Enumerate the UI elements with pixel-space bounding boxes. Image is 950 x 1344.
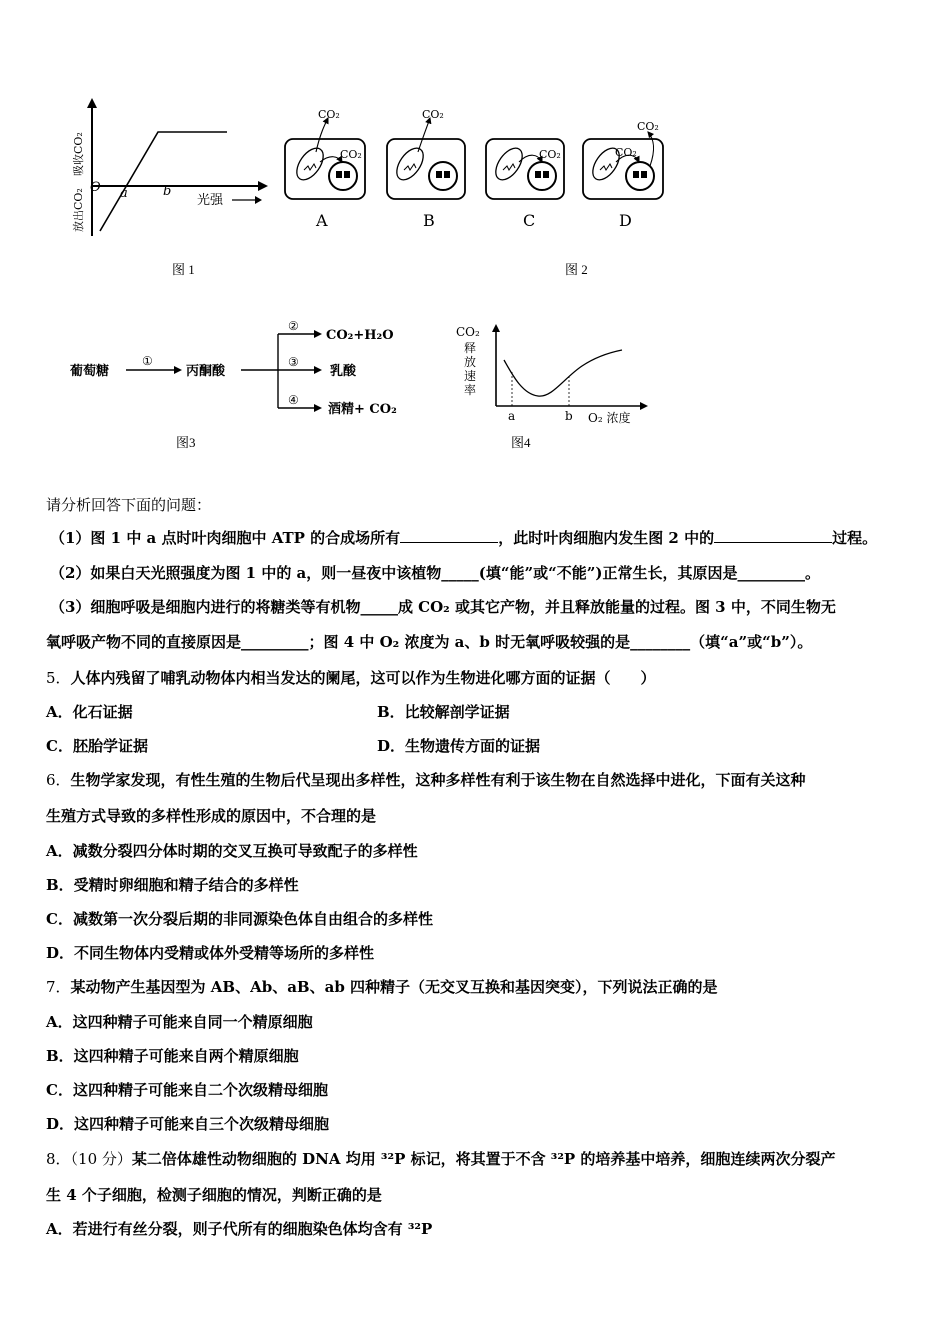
figure-3-pathway (66, 318, 426, 424)
q4-blank-1 (400, 528, 498, 543)
q4-part3a: （3）细胞呼吸是细胞内进行的将糖类等有机物_____成 CO₂ 或其它产物，并且释放能量的过程。图 3 中，不同生物无 (50, 598, 836, 616)
step-1-label: ① (142, 354, 153, 368)
fig1-x-label: 光强 (197, 193, 224, 208)
fig2-caption: 图 2 (565, 262, 588, 277)
step-3-label: ③ (288, 355, 299, 369)
cell-d-label: D (619, 211, 632, 230)
q4-part3b: 氧呼吸产物不同的直接原因是_________；图 4 中 O₂ 浓度为 a、b 时无氧呼吸较强的是________（填“a”或“b”）。 (46, 633, 813, 651)
q8-stem-2: 生 4 个子细胞，检测子细胞的情况，判断正确的是 (46, 1186, 382, 1204)
q6-option-c[interactable]: C．减数第一次分裂后期的非同源染色体自由组合的多样性 (46, 910, 433, 928)
q8-score: （10 分） (70, 1150, 132, 1168)
cell-a (285, 108, 365, 230)
fig4-x-label: O₂ 浓度 (588, 411, 631, 425)
q7-stem-text: 某动物产生基因型为 AB、Ab、aB、ab 四种精子（无交叉互换和基因突变），下列说法正确的是 (70, 978, 718, 996)
q6-option-a[interactable]: A．减数分裂四分体时期的交叉互换可导致配子的多样性 (46, 842, 418, 860)
q6-stem-text-1: 生物学家发现，有性生殖的生物后代呈现出多样性，这种多样性有利于该生物在自然选择中进化，下面有关这种 (70, 771, 806, 789)
cell-a-co2-in: CO₂ (340, 148, 362, 161)
fig4-y-label-1: 释 (464, 341, 477, 355)
figure-4-graph (452, 322, 652, 430)
fig1-y-label-bottom: 放出CO₂ (72, 188, 85, 232)
figure-1-graph (62, 96, 272, 241)
q5-number: 5． (46, 669, 71, 687)
figure-2-cells (280, 104, 670, 234)
q6-option-b[interactable]: B．受精时卵细胞和精子结合的多样性 (46, 876, 299, 894)
fig4-point-a: a (508, 409, 516, 423)
q7-option-b[interactable]: B．这四种精子可能来自两个精原细胞 (46, 1047, 299, 1065)
fig4-caption: 图4 (511, 435, 531, 450)
fig4-y-label-4: 率 (464, 383, 477, 397)
cell-c-label: C (523, 211, 536, 230)
q7-number: 7． (46, 978, 71, 996)
fig1-y-label-top: 吸收CO₂ (72, 132, 85, 176)
q5-option-b[interactable]: B．比较解剖学证据 (377, 703, 510, 721)
fig1-point-a: a (120, 186, 128, 201)
cell-c (486, 139, 564, 230)
q4-part1 (50, 527, 877, 548)
q8-number: 8． (46, 1150, 71, 1168)
q7-option-a[interactable]: A．这四种精子可能来自同一个精原细胞 (46, 1013, 313, 1031)
q4-intro: 请分析回答下面的问题： (46, 496, 212, 514)
q4-part1-b: ，此时叶肉细胞内发生图 2 中的 (498, 529, 715, 547)
cell-c-co2-in: CO₂ (539, 148, 561, 161)
q7-option-c[interactable]: C．这四种精子可能来自二个次级精母细胞 (46, 1081, 328, 1099)
q5-option-d[interactable]: D．生物遗传方面的证据 (377, 737, 541, 755)
product-4-label: 酒精+ CO₂ (328, 402, 397, 417)
q8-option-a[interactable]: A．若进行有丝分裂，则子代所有的细胞染色体均含有 ³²P (46, 1220, 433, 1238)
fig1-caption: 图 1 (172, 262, 195, 277)
pyruvate-label: 丙酮酸 (186, 364, 226, 379)
q8-stem-1 (46, 1148, 835, 1169)
product-2-label: CO₂+H₂O (326, 328, 394, 343)
product-3-label: 乳酸 (330, 364, 357, 379)
cell-b (387, 108, 465, 230)
fig4-y-label-2: 放 (464, 355, 477, 369)
step-2-label: ② (288, 319, 299, 333)
q7-stem (46, 976, 718, 997)
q7-option-d[interactable]: D．这四种精子可能来自三个次级精母细胞 (46, 1115, 330, 1133)
fig4-y-label-co2: CO₂ (456, 325, 480, 339)
q5-stem (46, 667, 656, 688)
q4-blank-2 (714, 528, 832, 543)
glucose-label: 葡萄糖 (70, 364, 110, 379)
fig1-origin: O (90, 180, 101, 195)
q5-option-a[interactable]: A．化石证据 (46, 703, 133, 721)
cell-d-co2-in: CO₂ (615, 146, 637, 159)
cell-a-co2-out: CO₂ (318, 108, 340, 121)
cell-b-label: B (423, 211, 435, 230)
fig4-point-b: b (565, 409, 573, 423)
q4-part2: （2）如果白天光照强度为图 1 中的 a，则一昼夜中该植物_____(填“能”或“不能”)正常生长，其原因是_________。 (50, 564, 820, 582)
q5-option-c[interactable]: C．胚胎学证据 (46, 737, 148, 755)
fig3-caption: 图3 (176, 435, 196, 450)
step-4-label: ④ (288, 393, 299, 407)
cell-a-label: A (316, 211, 328, 230)
q4-part1-a: （1）图 1 中 a 点时叶肉细胞中 ATP 的合成场所有 (50, 529, 401, 547)
q6-option-d[interactable]: D．不同生物体内受精或体外受精等场所的多样性 (46, 944, 375, 962)
q4-part1-c: 过程。 (832, 529, 878, 547)
fig1-point-b: b (163, 184, 172, 199)
q6-stem-1 (46, 769, 806, 790)
q6-number: 6． (46, 771, 71, 789)
q6-stem-2: 生殖方式导致的多样性形成的原因中，不合理的是 (46, 807, 377, 825)
q5-stem-text: 人体内残留了哺乳动物体内相当发达的阑尾，这可以作为生物进化哪方面的证据（ ） (70, 669, 656, 687)
cell-d-co2-out: CO₂ (637, 120, 659, 133)
q8-stem-text-1: 某二倍体雄性动物细胞的 DNA 均用 ³²P 标记，将其置于不含 ³²P 的培养基中培养，细胞连续两次分裂产 (131, 1150, 836, 1168)
cell-b-co2-out: CO₂ (422, 108, 444, 121)
fig4-y-label-3: 速 (464, 369, 477, 383)
cell-d (583, 120, 663, 230)
